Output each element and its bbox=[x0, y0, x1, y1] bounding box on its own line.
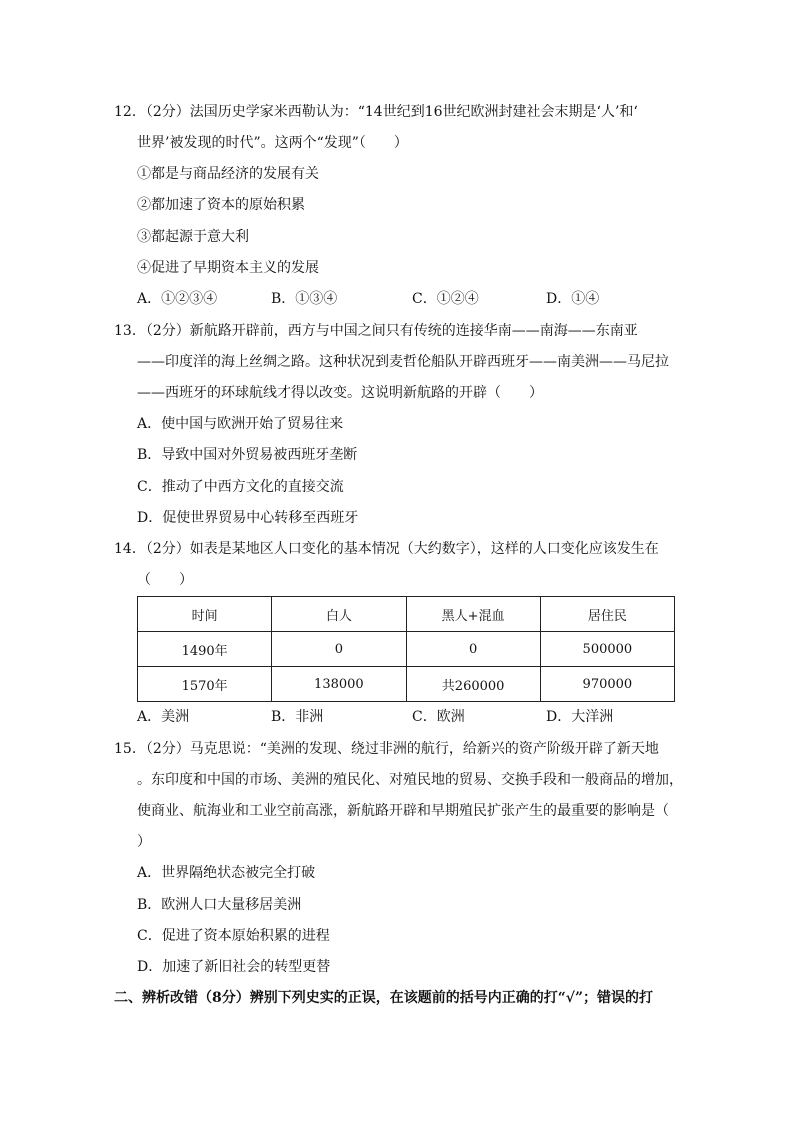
table-row bbox=[138, 632, 675, 667]
q13-stem-line2: ——印度洋的海上丝绸之路。这种状况到麦哲伦船队开辟西班牙——南美洲——马尼拉 bbox=[137, 354, 669, 370]
q15-stem-line3: 使商业、航海业和工业空前高涨，新航路开辟和早期殖民扩张产生的最重要的影响是（ bbox=[137, 803, 669, 819]
table-cell: 138000 bbox=[272, 667, 406, 702]
q14-option-c: C．欧洲 bbox=[412, 709, 465, 725]
q15-option-b: B．欧洲人口大量移居美洲 bbox=[137, 897, 302, 913]
q13-option-c: C．推动了中西方文化的直接交流 bbox=[137, 479, 344, 495]
q13-option-a: A．使中国与欧洲开始了贸易往来 bbox=[137, 416, 344, 432]
q12-item-4: ④促进了早期资本主义的发展 bbox=[137, 260, 319, 276]
q14-stem-line2: （ ） bbox=[137, 572, 193, 588]
table-cell: 1490年 bbox=[138, 632, 272, 667]
q12-option-b: B．①③④ bbox=[271, 291, 338, 307]
table-header-cell: 白人 bbox=[272, 597, 406, 632]
table-cell: 0 bbox=[272, 632, 406, 667]
q12-item-3: ③都起源于意大利 bbox=[137, 229, 249, 245]
q13-option-b: B．导致中国对外贸易被西班牙垄断 bbox=[137, 447, 358, 463]
table-row bbox=[138, 667, 675, 702]
q15-option-a: A．世界隔绝状态被完全打破 bbox=[137, 865, 316, 881]
table-cell: 0 bbox=[406, 632, 540, 667]
table-cell: 共260000 bbox=[406, 667, 540, 702]
q15-option-d: D．加速了新旧社会的转型更替 bbox=[137, 959, 331, 975]
q13-option-d: D．促使世界贸易中心转移至西班牙 bbox=[137, 510, 359, 526]
q14-option-d: D．大洋洲 bbox=[546, 709, 614, 725]
q15-stem-line1: 15．（2分）马克思说：“美洲的发现、绕过非洲的航行，给新兴的资产阶级开辟了新天地 bbox=[114, 741, 659, 757]
table-cell: 970000 bbox=[540, 667, 674, 702]
q12-option-d: D．①④ bbox=[546, 291, 600, 307]
q12-item-2: ②都加速了资本的原始积累 bbox=[137, 197, 305, 213]
q14-stem-line1: 14．（2分）如表是某地区人口变化的基本情况（大约数字），这样的人口变化应该发生在 bbox=[114, 541, 659, 557]
q14-option-b: B．非洲 bbox=[271, 709, 324, 725]
table-header-cell: 时间 bbox=[138, 597, 272, 632]
q15-option-c: C．促进了资本原始积累的进程 bbox=[137, 928, 330, 944]
q13-stem-line3: ——西班牙的环球航线才得以改变。这说明新航路的开辟（ ） bbox=[137, 385, 543, 401]
q12-option-a: A．①②③④ bbox=[137, 291, 218, 307]
population-table bbox=[137, 596, 675, 702]
q15-stem-line4: ） bbox=[137, 834, 151, 850]
table-header-row bbox=[138, 597, 675, 632]
table-cell: 1570年 bbox=[138, 667, 272, 702]
table-header-cell: 居住民 bbox=[540, 597, 674, 632]
q12-option-c: C．①②④ bbox=[412, 291, 479, 307]
q12-item-1: ①都是与商品经济的发展有关 bbox=[137, 166, 319, 182]
table-cell: 500000 bbox=[540, 632, 674, 667]
q15-stem-line2: 。东印度和中国的市场、美洲的殖民化、对殖民地的贸易、交换手段和一般商品的增加， bbox=[137, 772, 683, 788]
q12-stem-line1: 12．（2分）法国历史学家米西勒认为：“14世纪到16世纪欧洲封建社会末期是‘人’和‘ bbox=[114, 104, 638, 120]
q14-option-a: A．美洲 bbox=[137, 709, 190, 725]
q12-stem-line2: 世界’被发现的时代”。这两个“发现”（ ） bbox=[137, 135, 408, 151]
table-header-cell: 黑人+混血 bbox=[406, 597, 540, 632]
q13-stem-line1: 13．（2分）新航路开辟前，西方与中国之间只有传统的连接华南——南海——东南亚 bbox=[114, 323, 638, 339]
section2-heading: 二、辨析改错（8分）辨别下列史实的正误，在该题前的括号内正确的打“√”；错误的打 bbox=[114, 990, 654, 1006]
